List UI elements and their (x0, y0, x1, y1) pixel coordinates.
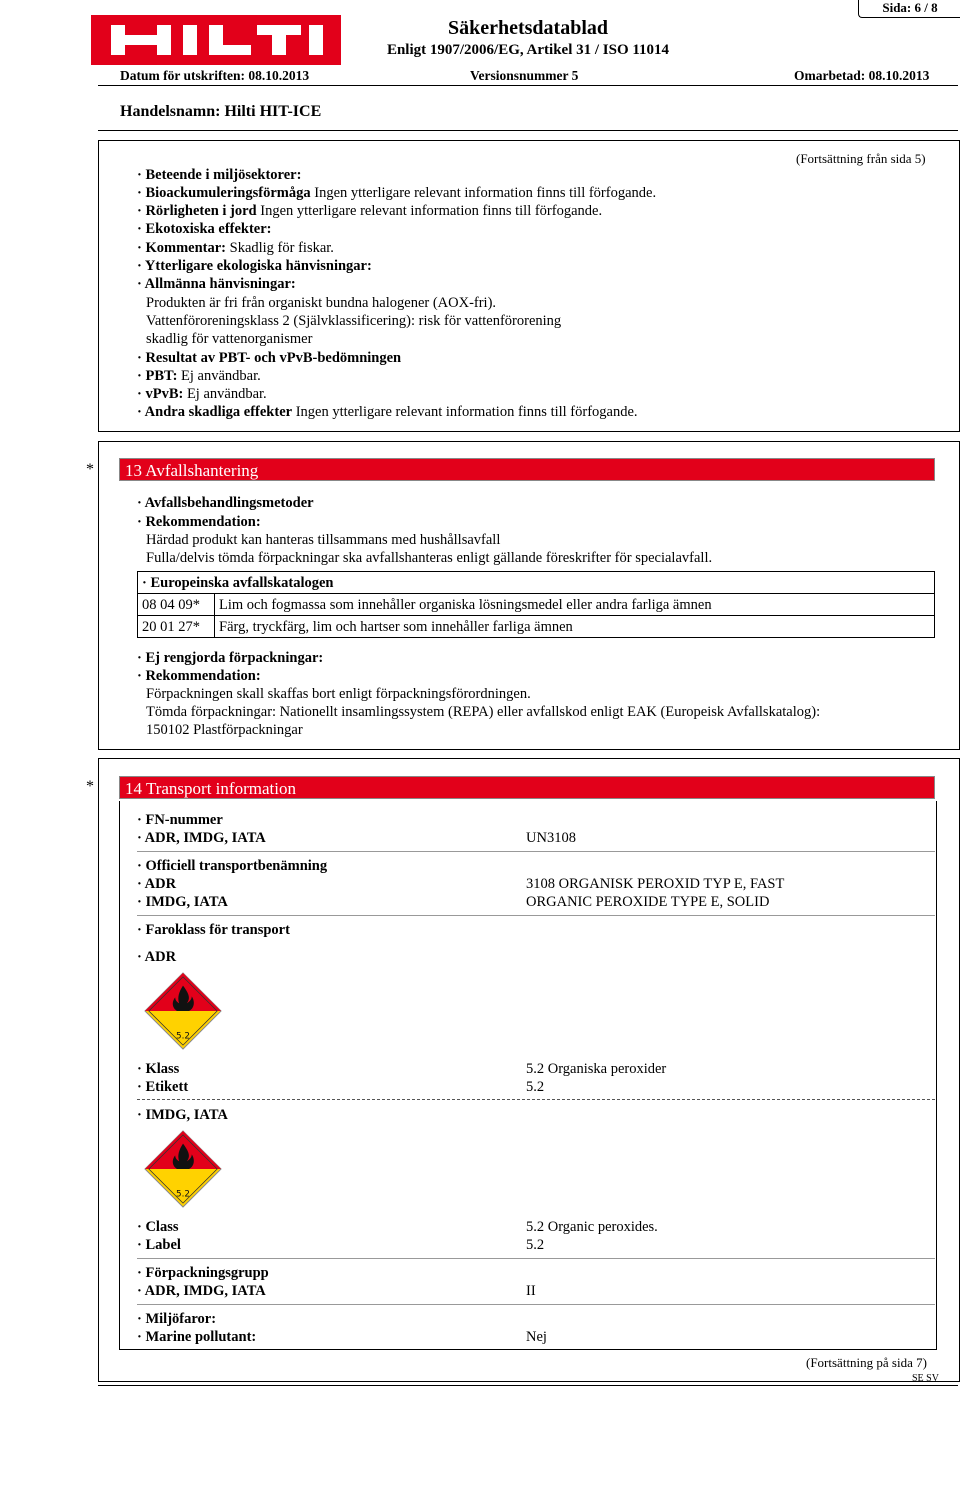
soil-mobility-line: · Rörligheten i jord Ingen ytterligare relevant information finns till förfogande. (137, 203, 603, 219)
label-label-imdg: · Label (137, 1237, 181, 1253)
imdg-heading: · IMDG, IATA (137, 1107, 228, 1123)
waste-description: Lim och fogmassa som innehåller organiska lösningsmedel eller andra farliga ämnen (215, 594, 935, 616)
continuation-from: (Fortsättning från sida 5) (796, 151, 926, 166)
class-label-adr: · Klass (137, 1061, 180, 1077)
other-effects-line: · Andra skadliga effekter Ingen ytterligare relevant information finns till förfogande. (137, 404, 638, 420)
waste-catalogue-table (137, 571, 935, 638)
divider (137, 851, 935, 852)
adr-heading: · ADR (137, 949, 177, 965)
regulation-line: Enligt 1907/2006/EG, Artikel 31 / ISO 11014 (386, 42, 670, 58)
catalog-heading: · Europeinska avfallskatalogen (138, 572, 935, 594)
shipping-name-heading: · Officiell transportbenämning (137, 858, 328, 874)
env-hazards-heading: · Miljöfaror: (137, 1311, 217, 1327)
header-rule (98, 85, 958, 86)
hazard-class-heading: · Faroklass för transport (137, 922, 290, 938)
section-13-heading: 13 Avfallshantering (119, 458, 935, 481)
document-title: Säkerhetsdatablad (447, 17, 609, 39)
table-row (138, 616, 935, 638)
class-label-imdg: · Class (137, 1219, 179, 1235)
change-marker-13: * (86, 461, 94, 478)
divider (137, 1304, 935, 1305)
un-number-heading: · FN-nummer (137, 812, 223, 828)
continuation-to: (Fortsättning på sida 7) (806, 1355, 927, 1370)
vpvb-line: · vPvB: Ej användbar. (137, 386, 267, 402)
dashed-divider (137, 1099, 935, 1100)
packing-group-value: II (526, 1283, 536, 1299)
aquatic-text: skadlig för vattenorganismer (146, 331, 313, 347)
adr-name-value: 3108 ORGANISK PEROXID TYP E, FAST (526, 876, 785, 892)
organic-peroxide-placard-icon (144, 972, 222, 1050)
class-value-adr: 5.2 Organiska peroxider (526, 1061, 667, 1077)
pbt-heading: · Resultat av PBT- och vPvB-bedömningen (137, 350, 402, 366)
print-date: Datum för utskriften: 08.10.2013 (120, 68, 310, 83)
recommendation-label: · Rekommendation: (137, 514, 261, 530)
further-eco-line: · Ytterligare ekologiska hänvisningar: (137, 258, 372, 274)
revised-date: Omarbetad: 08.10.2013 (794, 68, 930, 83)
env-behaviour-line: · Beteende i miljösektorer: (137, 167, 302, 183)
recommendation-text-1: Härdad produkt kan hanteras tillsammans med hushållsavfall (146, 532, 501, 548)
recommendation-label-2: · Rekommendation: (137, 668, 261, 684)
imdg-name-label: · IMDG, IATA (137, 894, 228, 910)
placard-number: 5.2 (176, 1031, 190, 1042)
packaging-text-3: 150102 Plastförpackningar (146, 722, 303, 738)
organic-peroxide-placard-icon (144, 1130, 222, 1208)
ecotox-line: · Ekotoxiska effekter: (137, 221, 272, 237)
uncleaned-packaging: · Ej rengjorda förpackningar: (137, 650, 324, 666)
marine-pollutant-label: · Marine pollutant: (137, 1329, 257, 1345)
pbt-line: · PBT: Ej användbar. (137, 368, 261, 384)
imdg-name-value: ORGANIC PEROXIDE TYPE E, SOLID (526, 894, 770, 910)
class-value-imdg: 5.2 Organic peroxides. (526, 1219, 658, 1235)
table-row (138, 572, 935, 594)
hilti-logo (91, 15, 341, 65)
trade-name-rule (98, 130, 958, 131)
language-code: SE SV (912, 1373, 939, 1384)
general-notes-line: · Allmänna hänvisningar: (137, 276, 296, 292)
table-row (138, 594, 935, 616)
packing-group-heading: · Förpackningsgrupp (137, 1265, 269, 1281)
footer-rule (98, 1385, 958, 1386)
waste-code: 20 01 27* (138, 616, 215, 638)
trade-name: Handelsnamn: Hilti HIT-ICE (120, 103, 322, 120)
un-number-value: UN3108 (526, 830, 576, 846)
adr-name-label: · ADR (137, 876, 177, 892)
change-marker-14: * (86, 778, 94, 795)
marine-pollutant-value: Nej (526, 1329, 547, 1345)
bioaccumulation-line: · Bioackumuleringsförmåga Ingen ytterligare relevant information finns till förfogande. (137, 185, 657, 201)
label-value-imdg: 5.2 (526, 1237, 545, 1253)
waste-description: Färg, tryckfärg, lim och hartser som innehåller farliga ämnen (215, 616, 935, 638)
packaging-text-2: Tömda förpackningar: Nationellt insamlingssystem (REPA) eller avfallskod enligt EAK (Europeisk Avfallskatalog): (146, 704, 821, 720)
disposal-methods: · Avfallsbehandlingsmetoder (137, 495, 314, 511)
label-label-adr: · Etikett (137, 1079, 189, 1095)
label-value-adr: 5.2 (526, 1079, 545, 1095)
section-14-heading: 14 Transport information (119, 776, 935, 799)
divider (137, 915, 935, 916)
aox-text: Produkten är fri från organiskt bundna halogener (AOX-fri). (146, 295, 497, 311)
divider (137, 1258, 935, 1259)
placard-number: 5.2 (176, 1189, 190, 1200)
un-number-label: · ADR, IMDG, IATA (137, 830, 266, 846)
water-class-text: Vattenföroreningsklass 2 (Självklassificering): risk för vattenförorening (146, 313, 562, 329)
packing-group-label: · ADR, IMDG, IATA (137, 1283, 266, 1299)
comment-line: · Kommentar: Skadlig för fiskar. (137, 240, 334, 256)
version-number: Versionsnummer 5 (470, 68, 579, 83)
waste-code: 08 04 09* (138, 594, 215, 616)
packaging-text-1: Förpackningen skall skaffas bort enligt förpackningsförordningen. (146, 686, 531, 702)
page-number: Sida: 6 / 8 (858, 0, 960, 18)
recommendation-text-2: Fulla/delvis tömda förpackningar ska avfallshanteras enligt gällande föreskrifter för specialavfall. (146, 550, 713, 566)
